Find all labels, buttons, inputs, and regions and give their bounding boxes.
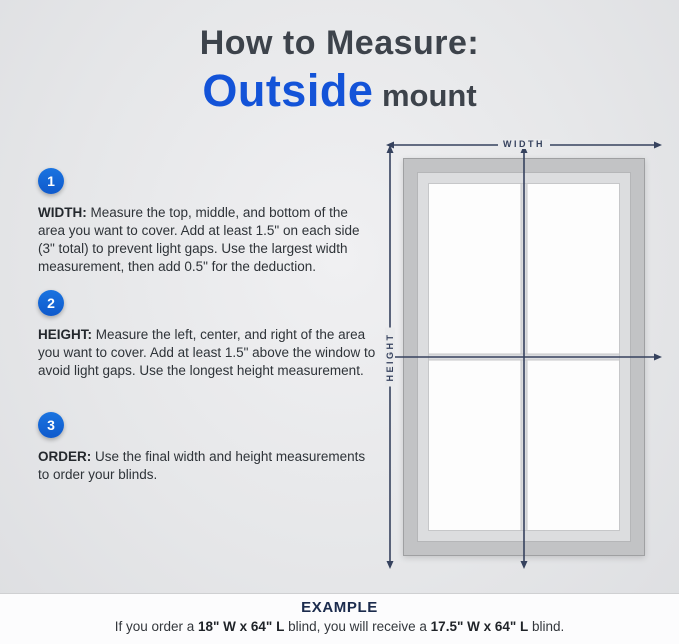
step-3-text	[38, 448, 376, 484]
steps-list	[38, 168, 376, 498]
height-arrow-bottom-icon	[387, 561, 394, 569]
step-1	[38, 168, 376, 276]
step-1-label: WIDTH:	[38, 205, 87, 220]
example-middle: blind, you will receive a	[284, 619, 431, 634]
step-1-text	[38, 204, 376, 276]
title-line-1: How to Measure:	[199, 24, 480, 62]
step-2-badge: 2	[38, 290, 64, 316]
example-heading: EXAMPLE	[301, 599, 378, 616]
example-suffix: blind.	[528, 619, 565, 634]
width-arrow-right-icon	[654, 142, 662, 149]
step-3-badge: 3	[38, 412, 64, 438]
example-text	[0, 619, 679, 634]
example-section	[0, 593, 679, 644]
title-highlight: Outside	[202, 65, 374, 116]
width-label: WIDTH	[498, 139, 550, 149]
example-receive-size: 17.5" W x 64" L	[430, 619, 529, 634]
example-prefix: If you order a	[114, 619, 198, 634]
step-1-body: Measure the top, middle, and bottom of the area you want to cover. Add at least 1.5" on each side (3" total) to prevent light gaps. Use the largest width measurement, then add 0.5" for the deduction.	[38, 205, 360, 274]
step-3-body: Use the final width and height measurements to order your blinds.	[38, 448, 366, 482]
step-2-text	[38, 326, 376, 380]
example-order-size: 18" W x 64" L	[198, 619, 285, 634]
step-2-label: HEIGHT:	[38, 326, 92, 342]
title-line-2	[0, 65, 679, 117]
title-rest: mount	[373, 78, 477, 113]
step-1-badge: 1	[38, 168, 64, 194]
center-vertical-arrow-bottom-icon	[521, 561, 528, 569]
step-2	[38, 290, 376, 380]
height-label: HEIGHT	[385, 327, 395, 386]
step-3-label: ORDER:	[38, 448, 92, 464]
center-horizontal-arrow-right-icon	[654, 354, 662, 361]
measurement-lines	[383, 136, 665, 578]
step-3	[38, 412, 376, 484]
page-title	[0, 24, 679, 117]
step-2-body: Measure the left, center, and right of the area you want to cover. Add at least 1.5" above the window to avoid light gaps. Use the longest height measurement.	[38, 326, 376, 378]
window-diagram	[383, 136, 665, 578]
